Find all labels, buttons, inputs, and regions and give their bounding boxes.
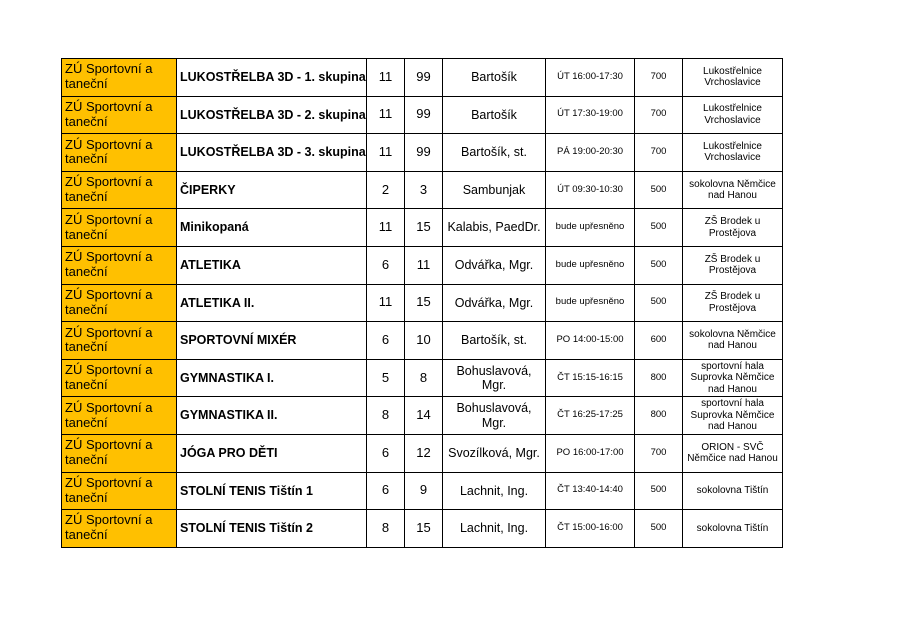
schedule-time-cell: ČT 15:15-16:15	[546, 359, 635, 397]
activity-name-cell: GYMNASTIKA II.	[177, 397, 367, 435]
teacher-cell: Bartošík	[443, 96, 546, 134]
schedule-time-cell: ČT 13:40-14:40	[546, 472, 635, 510]
min-count-cell: 8	[367, 397, 405, 435]
min-count-cell: 11	[367, 59, 405, 97]
table-row	[62, 246, 783, 284]
activity-name-cell: LUKOSTŘELBA 3D - 3. skupina	[177, 134, 367, 172]
schedule-time-cell: ÚT 16:00-17:30	[546, 59, 635, 97]
teacher-cell: Bohuslavová, Mgr.	[443, 359, 546, 397]
price-cell: 700	[635, 59, 683, 97]
min-count-cell: 6	[367, 434, 405, 472]
price-cell: 500	[635, 284, 683, 322]
location-cell: sokolovna Němčice nad Hanou	[683, 322, 783, 360]
activity-name-cell: Minikopaná	[177, 209, 367, 247]
location-cell: Lukostřelnice Vrchoslavice	[683, 59, 783, 97]
location-cell: Lukostřelnice Vrchoslavice	[683, 134, 783, 172]
department-cell: ZÚ Sportovní a taneční	[62, 171, 177, 209]
price-cell: 700	[635, 134, 683, 172]
location-cell: ZŠ Brodek u Prostějova	[683, 246, 783, 284]
schedule-time-cell: ČT 16:25-17:25	[546, 397, 635, 435]
department-cell: ZÚ Sportovní a taneční	[62, 322, 177, 360]
department-cell: ZÚ Sportovní a taneční	[62, 397, 177, 435]
teacher-cell: Lachnit, Ing.	[443, 510, 546, 548]
location-cell: Lukostřelnice Vrchoslavice	[683, 96, 783, 134]
min-count-cell: 11	[367, 209, 405, 247]
table-row	[62, 434, 783, 472]
table-row	[62, 359, 783, 397]
activity-name-cell: ATLETIKA II.	[177, 284, 367, 322]
schedule-time-cell: bude upřesněno	[546, 209, 635, 247]
table-row	[62, 209, 783, 247]
price-cell: 500	[635, 209, 683, 247]
department-cell: ZÚ Sportovní a taneční	[62, 284, 177, 322]
max-count-cell: 99	[405, 59, 443, 97]
location-cell: sokolovna Tištín	[683, 510, 783, 548]
schedule-rows	[62, 59, 783, 548]
teacher-cell: Bartošík	[443, 59, 546, 97]
min-count-cell: 5	[367, 359, 405, 397]
table-row	[62, 397, 783, 435]
teacher-cell: Odvářka, Mgr.	[443, 246, 546, 284]
min-count-cell: 8	[367, 510, 405, 548]
activity-name-cell: LUKOSTŘELBA 3D - 2. skupina	[177, 96, 367, 134]
teacher-cell: Bohuslavová, Mgr.	[443, 397, 546, 435]
schedule-time-cell: PO 16:00-17:00	[546, 434, 635, 472]
schedule-time-cell: ČT 15:00-16:00	[546, 510, 635, 548]
teacher-cell: Bartošík, st.	[443, 134, 546, 172]
department-cell: ZÚ Sportovní a taneční	[62, 434, 177, 472]
max-count-cell: 99	[405, 134, 443, 172]
schedule-time-cell: bude upřesněno	[546, 246, 635, 284]
max-count-cell: 3	[405, 171, 443, 209]
schedule-time-cell: PÁ 19:00-20:30	[546, 134, 635, 172]
price-cell: 500	[635, 171, 683, 209]
max-count-cell: 15	[405, 209, 443, 247]
min-count-cell: 6	[367, 472, 405, 510]
department-cell: ZÚ Sportovní a taneční	[62, 59, 177, 97]
activity-name-cell: SPORTOVNÍ MIXÉR	[177, 322, 367, 360]
table-row	[62, 284, 783, 322]
location-cell: ZŠ Brodek u Prostějova	[683, 209, 783, 247]
table-row	[62, 322, 783, 360]
department-cell: ZÚ Sportovní a taneční	[62, 134, 177, 172]
min-count-cell: 11	[367, 284, 405, 322]
table-row	[62, 96, 783, 134]
min-count-cell: 11	[367, 134, 405, 172]
price-cell: 800	[635, 397, 683, 435]
table-row	[62, 59, 783, 97]
price-cell: 600	[635, 322, 683, 360]
min-count-cell: 11	[367, 96, 405, 134]
location-cell: ORION - SVČ Němčice nad Hanou	[683, 434, 783, 472]
department-cell: ZÚ Sportovní a taneční	[62, 96, 177, 134]
table-row	[62, 472, 783, 510]
price-cell: 500	[635, 472, 683, 510]
teacher-cell: Bartošík, st.	[443, 322, 546, 360]
max-count-cell: 9	[405, 472, 443, 510]
teacher-cell: Sambunjak	[443, 171, 546, 209]
department-cell: ZÚ Sportovní a taneční	[62, 246, 177, 284]
schedule-time-cell: ÚT 17:30-19:00	[546, 96, 635, 134]
min-count-cell: 6	[367, 322, 405, 360]
department-cell: ZÚ Sportovní a taneční	[62, 510, 177, 548]
max-count-cell: 12	[405, 434, 443, 472]
max-count-cell: 11	[405, 246, 443, 284]
teacher-cell: Kalabis, PaedDr.	[443, 209, 546, 247]
max-count-cell: 8	[405, 359, 443, 397]
activity-name-cell: ATLETIKA	[177, 246, 367, 284]
table-row	[62, 510, 783, 548]
activity-name-cell: ČIPERKY	[177, 171, 367, 209]
location-cell: sokolovna Němčice nad Hanou	[683, 171, 783, 209]
price-cell: 700	[635, 96, 683, 134]
schedule-table	[61, 58, 783, 548]
activity-name-cell: GYMNASTIKA I.	[177, 359, 367, 397]
schedule-time-cell: bude upřesněno	[546, 284, 635, 322]
department-cell: ZÚ Sportovní a taneční	[62, 359, 177, 397]
location-cell: sportovní hala Suprovka Němčice nad Hanou	[683, 397, 783, 435]
price-cell: 500	[635, 510, 683, 548]
max-count-cell: 15	[405, 284, 443, 322]
location-cell: sokolovna Tištín	[683, 472, 783, 510]
department-cell: ZÚ Sportovní a taneční	[62, 209, 177, 247]
teacher-cell: Odvářka, Mgr.	[443, 284, 546, 322]
department-cell: ZÚ Sportovní a taneční	[62, 472, 177, 510]
location-cell: ZŠ Brodek u Prostějova	[683, 284, 783, 322]
teacher-cell: Svozílková, Mgr.	[443, 434, 546, 472]
teacher-cell: Lachnit, Ing.	[443, 472, 546, 510]
activity-name-cell: LUKOSTŘELBA 3D - 1. skupina	[177, 59, 367, 97]
activity-name-cell: STOLNÍ TENIS Tištín 2	[177, 510, 367, 548]
max-count-cell: 99	[405, 96, 443, 134]
activity-name-cell: JÓGA PRO DĚTI	[177, 434, 367, 472]
schedule-time-cell: PO 14:00-15:00	[546, 322, 635, 360]
price-cell: 700	[635, 434, 683, 472]
min-count-cell: 6	[367, 246, 405, 284]
min-count-cell: 2	[367, 171, 405, 209]
schedule-time-cell: ÚT 09:30-10:30	[546, 171, 635, 209]
table-row	[62, 171, 783, 209]
max-count-cell: 14	[405, 397, 443, 435]
price-cell: 500	[635, 246, 683, 284]
max-count-cell: 15	[405, 510, 443, 548]
activity-name-cell: STOLNÍ TENIS Tištín 1	[177, 472, 367, 510]
location-cell: sportovní hala Suprovka Němčice nad Hanou	[683, 359, 783, 397]
table-row	[62, 134, 783, 172]
price-cell: 800	[635, 359, 683, 397]
max-count-cell: 10	[405, 322, 443, 360]
